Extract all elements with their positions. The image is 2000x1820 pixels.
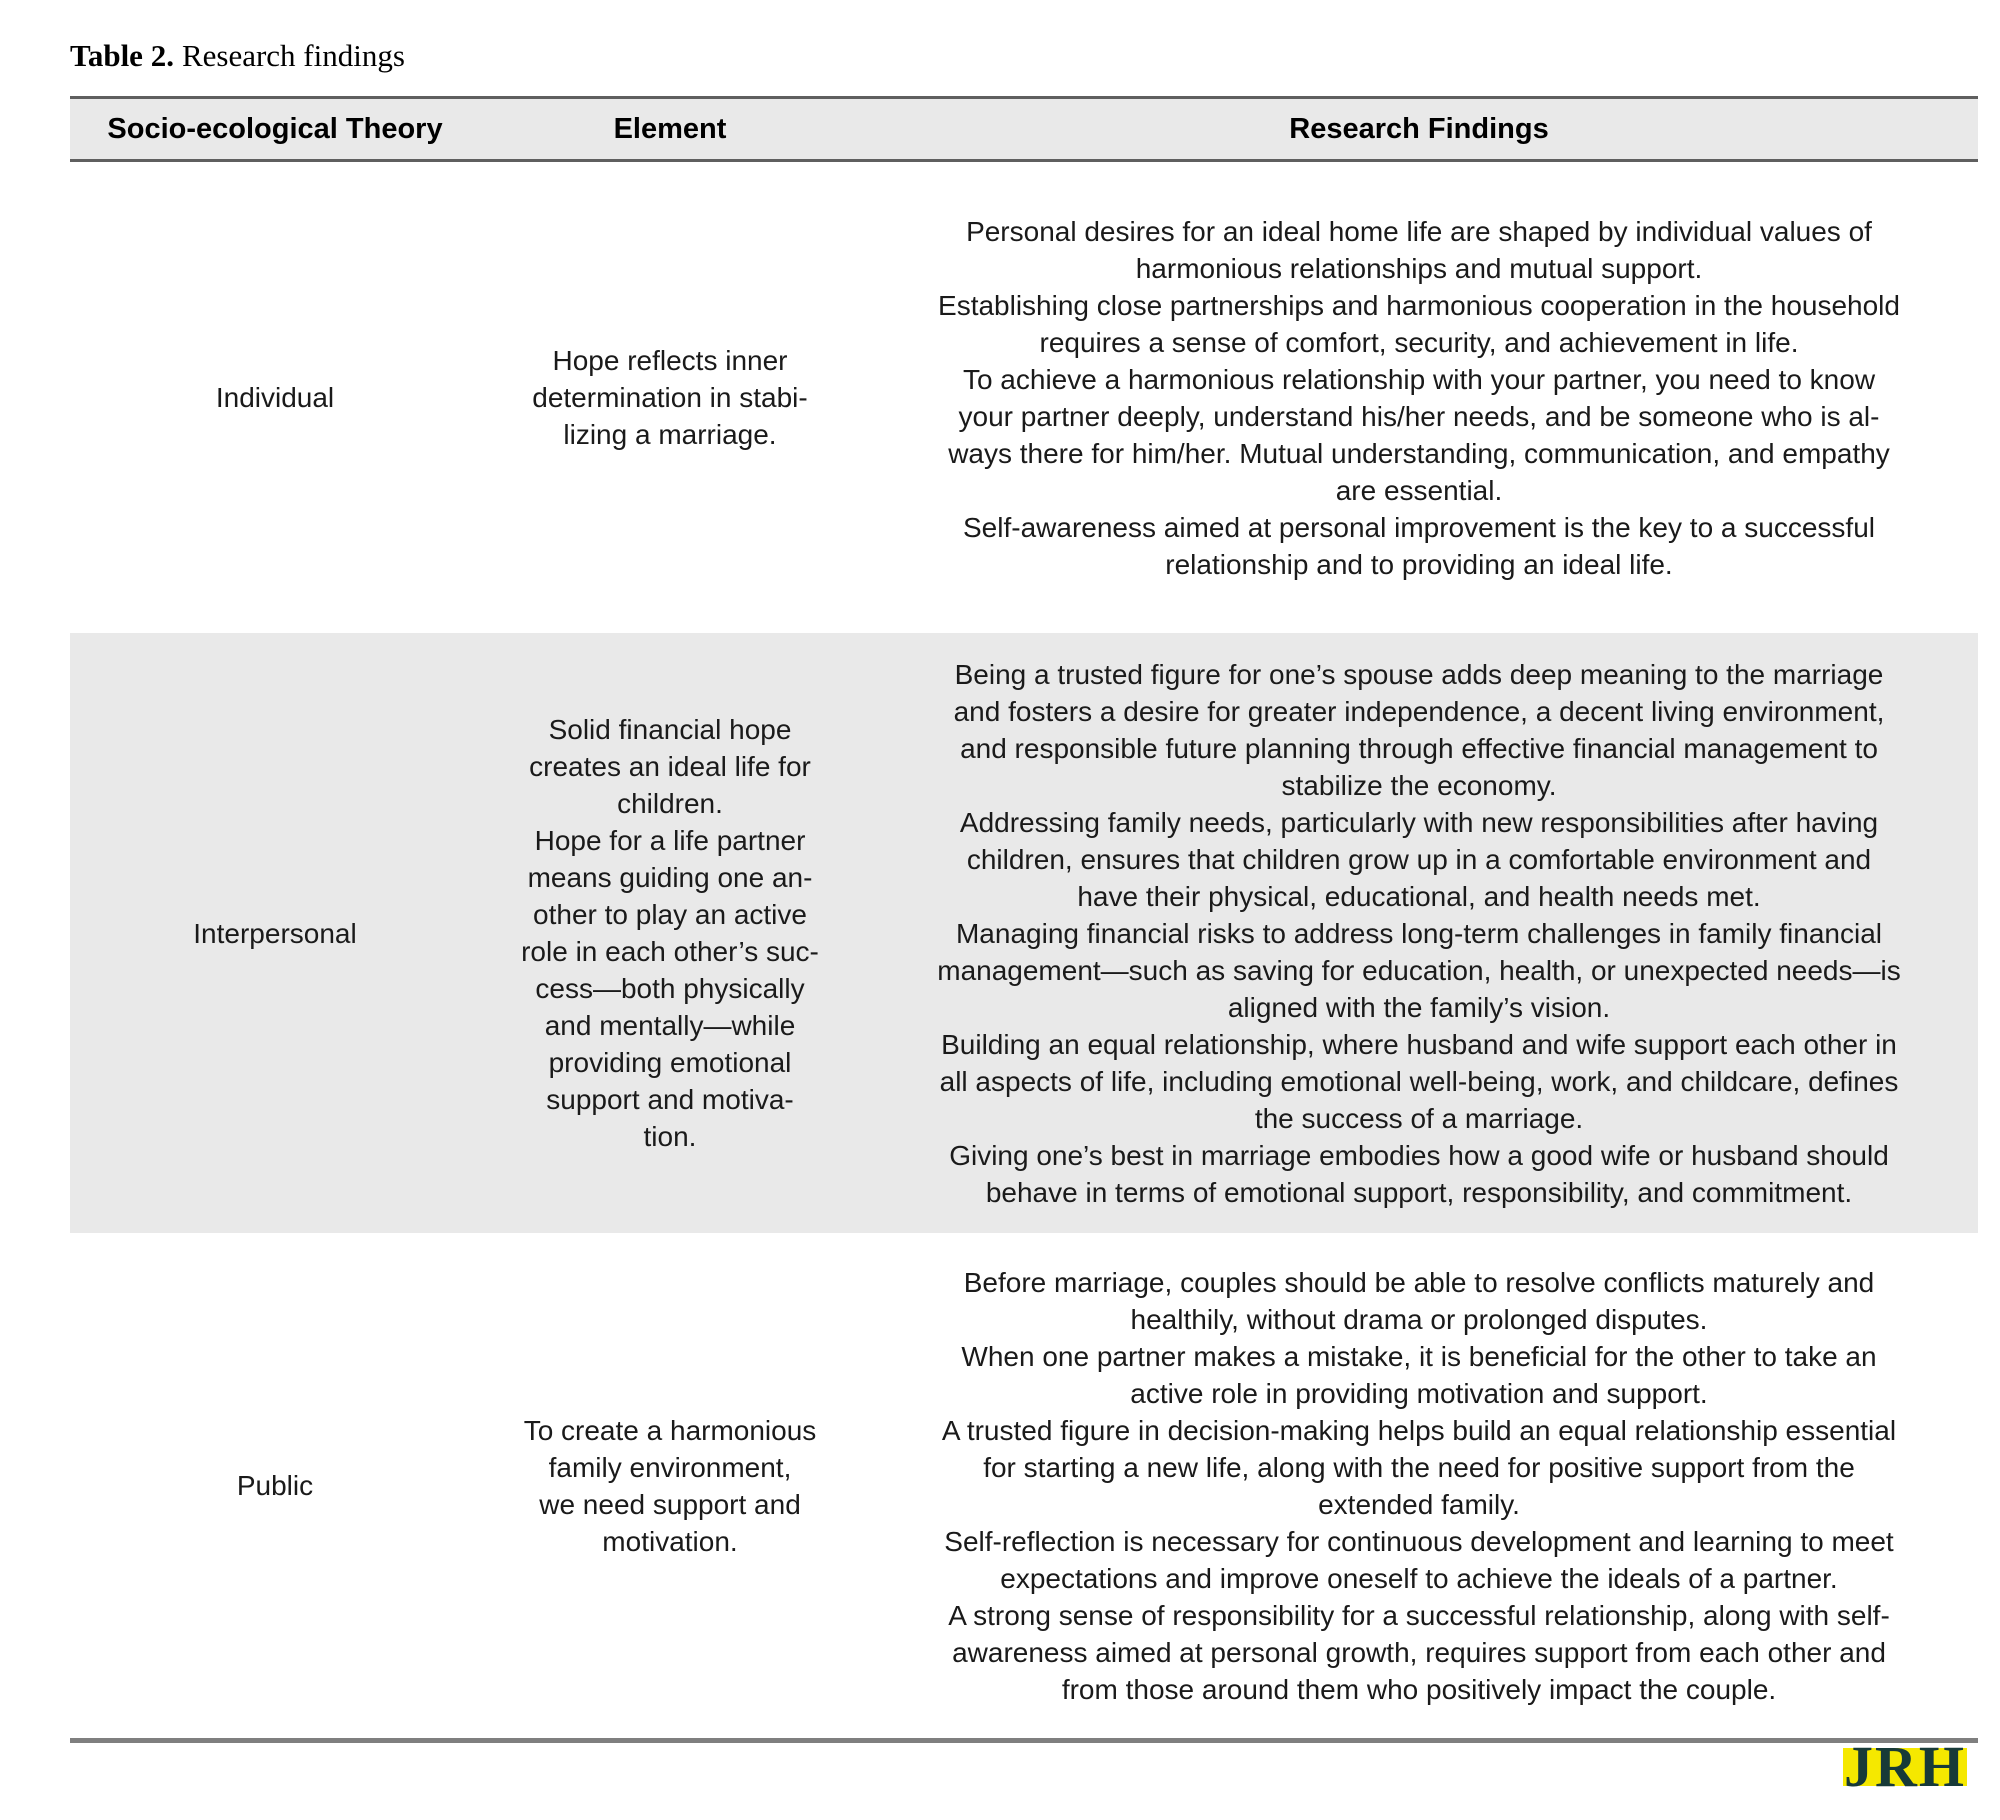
- text-line: A trusted figure in decision-making helps build an equal relationship essential: [941, 1414, 1897, 1446]
- text-line: Building an equal relationship, where husband and wife support each other in: [941, 1028, 1897, 1060]
- text-line: management—such as saving for education, health, or unexpected needs—is: [937, 954, 1901, 986]
- theory-label: Individual: [215, 382, 335, 413]
- theory-cell: [70, 1233, 480, 1738]
- text-line: Self-reflection is necessary for continuous development and learning to meet: [944, 1525, 1894, 1557]
- text-line: motivation.: [602, 1525, 738, 1557]
- text-line: support and motiva-: [546, 1084, 794, 1115]
- text-line: we need support and: [539, 1488, 801, 1520]
- table-row-public: [70, 1233, 1978, 1738]
- table-row-interpersonal: [70, 633, 1978, 1233]
- text-line: Managing financial risks to address long-term challenges in family financial: [955, 917, 1882, 949]
- theory-cell: [70, 162, 480, 633]
- text-line: Addressing family needs, particularly with new responsibilities after having: [959, 806, 1879, 838]
- text-line: Personal desires for an ideal home life are shaped by individual values of: [966, 215, 1872, 247]
- header-research-findings: Research Findings: [1289, 112, 1549, 145]
- table-caption-label: Table 2.: [70, 38, 174, 73]
- journal-logo-text: JRH: [1844, 1734, 1966, 1799]
- element-cell: [480, 162, 860, 633]
- text-line: children.: [617, 788, 723, 819]
- text-line: Self-awareness aimed at personal improvement is the key to a successful: [963, 511, 1875, 543]
- findings-cell: [860, 1233, 1978, 1738]
- text-line: awareness aimed at personal growth, requires support from each other and: [952, 1636, 1886, 1668]
- text-line: A strong sense of responsibility for a successful relationship, along with self-: [948, 1599, 1890, 1631]
- findings-cell: [860, 633, 1978, 1233]
- text-line: are essential.: [1335, 474, 1503, 506]
- text-line: for starting a new life, along with the need for positive support from the: [983, 1451, 1855, 1483]
- table-caption-title: Research findings: [181, 38, 405, 73]
- header-element: Element: [613, 112, 727, 145]
- text-line: To create a harmonious: [523, 1414, 817, 1446]
- text-line: requires a sense of comfort, security, and achievement in life.: [1039, 326, 1799, 358]
- element-cell: [480, 1233, 860, 1738]
- text-line: tion.: [643, 1121, 697, 1152]
- table-caption: [70, 38, 2000, 74]
- text-line: children, ensures that children grow up in a comfortable environment and: [966, 843, 1872, 875]
- text-line: When one partner makes a mistake, it is beneficial for the other to take an: [961, 1340, 1877, 1372]
- text-line: Before marriage, couples should be able to resolve conflicts maturely and: [963, 1266, 1875, 1298]
- text-line: Solid financial hope: [548, 714, 792, 745]
- text-line: lizing a marriage.: [563, 419, 777, 450]
- text-line: all aspects of life, including emotional well-being, work, and childcare, defines: [939, 1065, 1899, 1097]
- text-line: Being a trusted figure for one’s spouse adds deep meaning to the marriage: [954, 658, 1884, 690]
- text-line: cess—both physically: [535, 973, 805, 1004]
- text-line: relationship and to providing an ideal life.: [1165, 548, 1673, 580]
- theory-label: Public: [236, 1470, 314, 1501]
- text-line: behave in terms of emotional support, responsibility, and commitment.: [985, 1176, 1853, 1208]
- table-row-individual: [70, 162, 1978, 633]
- journal-logo: [1843, 1734, 1967, 1806]
- text-line: your partner deeply, understand his/her needs, and be someone who is al-: [958, 400, 1880, 432]
- text-line: Establishing close partnerships and harmonious cooperation in the household: [938, 289, 1900, 321]
- text-line: have their physical, educational, and health needs met.: [1077, 880, 1761, 912]
- text-line: role in each other’s suc-: [521, 936, 819, 967]
- text-line: and fosters a desire for greater independence, a decent living environment,: [953, 695, 1885, 727]
- text-line: active role in providing motivation and support.: [1130, 1377, 1708, 1409]
- text-line: To achieve a harmonious relationship with your partner, you need to know: [962, 363, 1876, 395]
- text-line: and mentally—while: [544, 1010, 796, 1041]
- text-line: harmonious relationships and mutual support.: [1135, 252, 1703, 284]
- text-line: healthily, without drama or prolonged disputes.: [1130, 1303, 1708, 1335]
- text-line: aligned with the family’s vision.: [1227, 991, 1611, 1023]
- theory-label: Interpersonal: [193, 917, 357, 949]
- text-line: other to play an active: [533, 899, 807, 930]
- text-line: Giving one’s best in marriage embodies how a good wife or husband should: [949, 1139, 1889, 1171]
- text-line: Hope reflects inner: [552, 345, 788, 376]
- text-line: means guiding one an-: [527, 862, 813, 893]
- text-line: creates an ideal life for: [529, 751, 811, 782]
- findings-cell: [860, 162, 1978, 633]
- text-line: extended family.: [1318, 1488, 1520, 1520]
- text-line: and responsible future planning through effective financial management to: [960, 732, 1878, 764]
- text-line: expectations and improve oneself to achieve the ideals of a partner.: [1000, 1562, 1838, 1594]
- text-line: determination in stabi-: [532, 382, 808, 413]
- text-line: from those around them who positively impact the couple.: [1061, 1673, 1777, 1705]
- header-socio-ecological-theory: Socio-ecological Theory: [107, 112, 443, 145]
- research-findings-table: [70, 96, 1978, 1743]
- theory-cell: [70, 633, 480, 1233]
- text-line: stabilize the economy.: [1281, 769, 1557, 801]
- table-header-row: [70, 96, 1978, 162]
- element-cell: [480, 633, 860, 1233]
- text-line: family environment,: [548, 1451, 792, 1483]
- text-line: ways there for him/her. Mutual understanding, communication, and empathy: [948, 437, 1890, 469]
- text-line: Hope for a life partner: [534, 825, 806, 856]
- text-line: the success of a marriage.: [1254, 1102, 1584, 1134]
- text-line: providing emotional: [548, 1047, 792, 1078]
